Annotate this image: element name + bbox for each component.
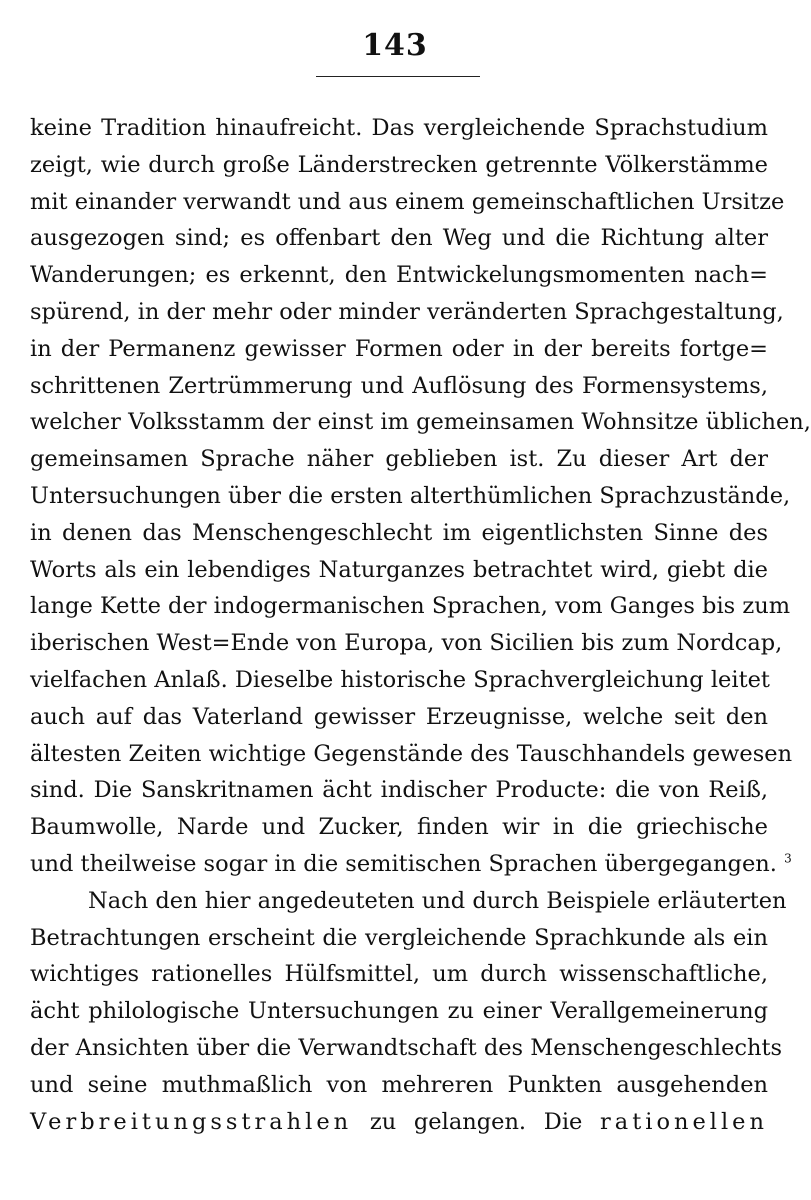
text-line: spürend, in der mehr oder minder veränderten Sprachgestaltung, (30, 298, 784, 325)
text-line: auch auf das Vaterland gewisser Erzeugnisse, welche seit den (30, 703, 768, 730)
text-line: ältesten Zeiten wichtige Gegenstände des Tauschhandels gewesen (30, 740, 793, 767)
body-text (30, 110, 811, 1140)
text-line: lange Kette der indogermanischen Sprachen, vom Ganges bis zum (30, 593, 791, 620)
text-line: Baumwolle, Narde und Zucker, finden wir in die griechische (30, 814, 768, 841)
text-line: und theilweise sogar in die semitischen Sprachen übergegangen. (30, 850, 777, 877)
text-line: ächt philologische Untersuchungen zu einer Verallgemeinerung (30, 998, 768, 1025)
spaced-word: Verbreitungsstrahlen (30, 1108, 353, 1135)
text-line: in denen das Menschengeschlecht im eigentlichsten Sinne des (30, 519, 768, 546)
text-line: wichtiges rationelles Hülfsmittel, um durch wissenschaftliche, (30, 961, 768, 988)
text-line: mit einander verwandt und aus einem gemeinschaftlichen Ursitze (30, 188, 785, 215)
text-fragment: zu gelangen. Die (369, 1108, 583, 1135)
text-line: zeigt, wie durch große Länderstrecken getrennte Völkerstämme (30, 151, 768, 178)
text-line: welcher Volksstamm der einst im gemeinsamen Wohnsitze üblichen, (30, 409, 811, 436)
text-line: sind. Die Sanskritnamen ächt indischer Producte: die von Reiß, (30, 777, 768, 804)
spaced-word: rationellen (600, 1108, 768, 1135)
page-number: 143 (362, 28, 428, 63)
paragraph-end-line (30, 846, 792, 883)
text-line: schrittenen Zertrümmerung und Auflösung des Formensystems, (30, 372, 768, 399)
text-line: iberischen West=Ende von Europa, von Sicilien bis zum Nordcap, (30, 630, 783, 657)
text-line: ausgezogen sind; es offenbart den Weg und die Richtung alter (30, 225, 768, 252)
paragraph-start-line: Nach den hier angedeuteten und durch Beispiele erläuterten (88, 887, 787, 914)
text-line: gemeinsamen Sprache näher geblieben ist. Zu dieser Art der (30, 446, 768, 473)
text-line: Worts als ein lebendiges Naturganzes betrachtet wird, giebt die (30, 556, 768, 583)
text-line: und seine muthmaßlich von mehreren Punkten ausgehenden (30, 1071, 768, 1098)
text-line: der Ansichten über die Verwandtschaft des Menschengeschlechts (30, 1034, 783, 1061)
text-line: vielfachen Anlaß. Dieselbe historische Sprachvergleichung leitet (30, 666, 770, 693)
footnote-marker: 3 (784, 851, 792, 866)
last-text-line (30, 1104, 768, 1141)
text-line: keine Tradition hinaufreicht. Das vergleichende Sprachstudium (30, 115, 768, 141)
text-line: Betrachtungen erscheint die vergleichende Sprachkunde als ein (30, 924, 768, 951)
text-line: Wanderungen; es erkennt, den Entwickelungsmomenten nach= (30, 262, 768, 289)
text-line: in der Permanenz gewisser Formen oder in der bereits fortge= (30, 335, 768, 362)
text-line: Untersuchungen über die ersten alterthümlichen Sprachzustände, (30, 482, 791, 509)
header-rule (316, 76, 480, 77)
